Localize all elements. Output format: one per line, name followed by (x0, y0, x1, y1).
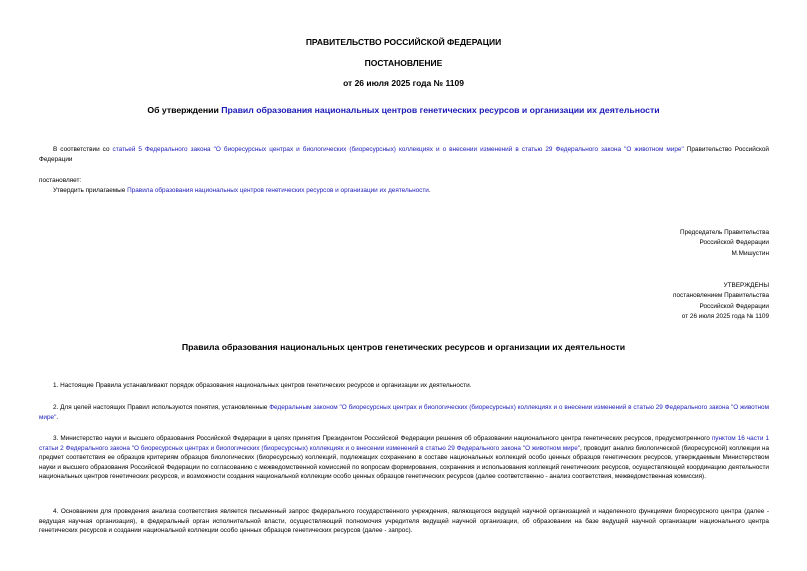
approval-line-2: постановлением Правительства (673, 292, 769, 300)
government-heading: ПРАВИТЕЛЬСТВО РОССИЙСКОЙ ФЕДЕРАЦИИ (305, 37, 502, 47)
document-title-link[interactable]: Правил образования национальных центров генетических ресурсов и организации их деятельности (221, 105, 660, 115)
p2-prefix: 2. Для целей настоящих Правил используются понятия, установленные (53, 404, 270, 411)
approval-stamp (673, 281, 769, 322)
rules-title: Правила образования национальных центров генетических ресурсов и организации их деятельности (181, 342, 626, 352)
approve-paragraph (39, 186, 769, 196)
approve-rules-link[interactable]: Правила образования национальных центров генетических ресурсов и организации их деятельности (127, 187, 429, 194)
p3-suffix: , проводит анализ биологической (биоресурсной) коллекции на предмет соответствия ее образцов критериям образцов биологических (биоресурсных) коллекций, подлежащих сохранению в составе национальных коллекций особо ценных образцов генетических ресурсов, утверждаемым Министерством науки и высшего образования Российской Федерации по согласованию с межведомственной комиссией по вопросам формирования, сохранения и использования коллекций генетических ресурсов, осуществляющей координацию деятельности национальных центров генетических ресурсов, и возможности создания национальной коллекции особо ценных образцов генетических ресурсов (далее соответственно - анализ соответствия, межведомственная комиссия). (39, 444, 769, 481)
rules-paragraph-2 (39, 403, 769, 422)
rules-paragraph-4: 4. Основанием для проведения анализа соответствия является письменный запрос федерального государственного учреждения, являющегося ведущей научной организацией и наделенного функциями биоресурсного центра (далее - ведущая научная организация), в федеральный орган исполнительной власти, осуществляющий полномочия учредителя ведущей научной организации, об образовании на базе ведущей научной организации национального центра генетических ресурсов и создании национальной коллекции особо ценных образцов генетических ресурсов (далее - запрос). (39, 508, 769, 535)
p3-prefix: 3. Министерство науки и высшего образования Российской Федерации в целях принятия Президентом Российской Федерации решения об образовании национального центра генетических ресурсов, предусмотренного (53, 435, 712, 442)
approve-suffix: . (428, 187, 431, 194)
preamble-law-link[interactable]: статьей 5 Федерального закона "О биоресурсных центрах и биологических (биоресурсных) коллекциях и о внесении изменений в статью 29 Федерального закона "О животном мире" (112, 146, 684, 153)
document-date-number: от 26 июля 2025 года № 1109 (343, 78, 464, 88)
document-type: ПОСТАНОВЛЕНИЕ (364, 58, 443, 68)
approval-line-3: Российской Федерации (699, 302, 769, 310)
signature-name: М.Мишустин (731, 249, 769, 257)
approve-prefix: Утвердить прилагаемые (53, 187, 128, 194)
document-title-prefix: Об утверждении (147, 105, 222, 115)
p2-suffix: . (56, 413, 59, 421)
rules-paragraph-3 (39, 434, 769, 482)
rules-paragraph-1: 1. Настоящие Правила устанавливают порядок образования национальных центров генетических ресурсов и организации их деятельности. (53, 382, 472, 389)
preamble-paragraph (39, 145, 769, 164)
signature-country: Российской Федерации (699, 239, 769, 247)
document-title (0, 105, 807, 115)
signature-position: Председатель Правительства (680, 229, 769, 236)
p3-law-link[interactable]: пунктом 16 части 1 статьи 2 Федерального закона "О биоресурсных центрах и биологических (биоресурсных) коллекциях и о внесении изменений в статью 29 Федерального закона "О животном мире" (39, 435, 769, 452)
signature-block (680, 228, 769, 259)
approval-date: от 26 июля 2025 года № 1109 (681, 312, 769, 320)
p2-law-link[interactable]: Федеральным законом "О биоресурсных центрах и биологических (биоресурсных) коллекциях и о внесении изменений в статью 29 Федерального закона "О животном мире" (39, 404, 769, 421)
approval-title: УТВЕРЖДЕНЫ (723, 282, 769, 289)
decides-line: постановляет: (39, 177, 82, 184)
preamble-intro: В соответствии со (53, 146, 113, 153)
preamble-rest: Правительство Российской Федерации (39, 146, 769, 163)
